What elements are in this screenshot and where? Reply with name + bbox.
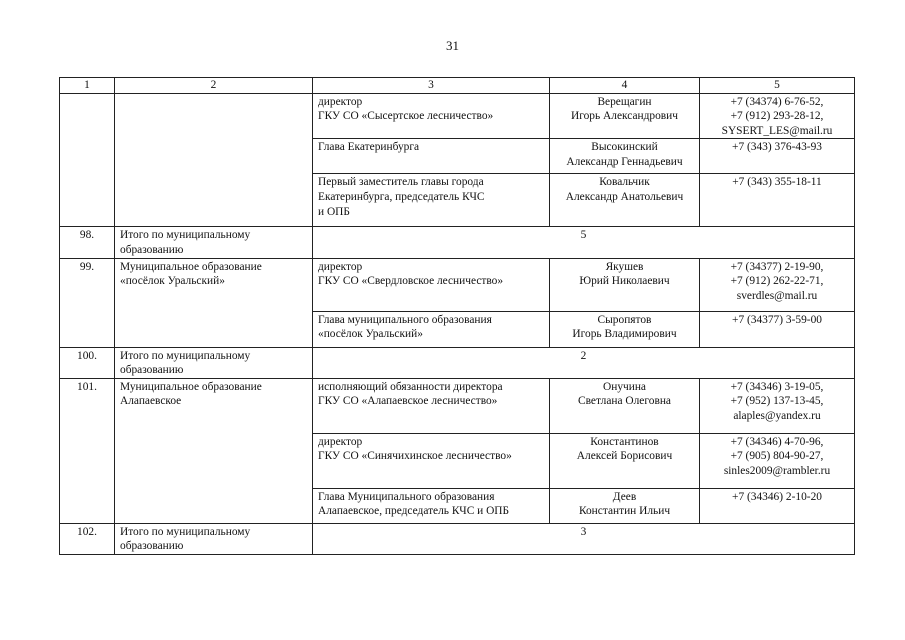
position-cell: исполняющий обязанности директора ГКУ СО «Алапаевское лесничество» — [313, 378, 550, 433]
phone-cell: +7 (343) 355-18-11 — [700, 174, 855, 227]
position-cell: директор ГКУ СО «Синячихинское лесничество» — [313, 433, 550, 488]
municipality-cell: Итого по муниципальному образованию — [115, 227, 313, 258]
table-row — [60, 258, 855, 311]
phone-cell: +7 (34346) 4-70-96, +7 (905) 804-90-27, sinles2009@rambler.ru — [700, 433, 855, 488]
municipality-cell: Итого по муниципальному образованию — [115, 523, 313, 554]
person-name-cell: Ковальчик Александр Анатольевич — [550, 174, 700, 227]
position-cell: Глава Екатеринбурга — [313, 139, 550, 174]
contacts-table — [59, 77, 855, 555]
row-number: 101. — [60, 378, 115, 523]
row-number — [60, 93, 115, 227]
person-name-cell: Якушев Юрий Николаевич — [550, 258, 700, 311]
position-cell: Глава муниципального образования «посёлок Уральский» — [313, 311, 550, 347]
position-cell: Первый заместитель главы города Екатеринбурга, председатель КЧС и ОПБ — [313, 174, 550, 227]
person-name-cell: Сыропятов Игорь Владимирович — [550, 311, 700, 347]
municipality-cell — [115, 93, 313, 227]
total-row — [60, 347, 855, 378]
person-name-cell: Константинов Алексей Борисович — [550, 433, 700, 488]
column-header: 3 — [313, 78, 550, 94]
row-number: 98. — [60, 227, 115, 258]
position-cell: директор ГКУ СО «Свердловское лесничество» — [313, 258, 550, 311]
position-cell: директор ГКУ СО «Сысертское лесничество» — [313, 93, 550, 139]
phone-cell: +7 (34377) 3-59-00 — [700, 311, 855, 347]
column-number-row — [60, 78, 855, 94]
municipality-cell: Итого по муниципальному образованию — [115, 347, 313, 378]
table-row — [60, 93, 855, 139]
total-count-cell: 2 — [313, 347, 855, 378]
person-name-cell: Деев Константин Ильич — [550, 488, 700, 523]
total-count-cell: 3 — [313, 523, 855, 554]
person-name-cell: Онучина Светлана Олеговна — [550, 378, 700, 433]
phone-cell: +7 (34346) 3-19-05, +7 (952) 137-13-45, alaples@yandex.ru — [700, 378, 855, 433]
table-row — [60, 378, 855, 433]
municipality-cell: Муниципальное образование Алапаевское — [115, 378, 313, 523]
column-header: 5 — [700, 78, 855, 94]
total-row — [60, 227, 855, 258]
row-number: 102. — [60, 523, 115, 554]
phone-cell: +7 (34374) 6-76-52, +7 (912) 293-28-12, SYSERT_LES@mail.ru — [700, 93, 855, 139]
row-number: 100. — [60, 347, 115, 378]
total-row — [60, 523, 855, 554]
phone-cell: +7 (34377) 2-19-90, +7 (912) 262-22-71, sverdles@mail.ru — [700, 258, 855, 311]
municipality-cell: Муниципальное образование «посёлок Уральский» — [115, 258, 313, 347]
total-count-cell: 5 — [313, 227, 855, 258]
phone-cell: +7 (34346) 2-10-20 — [700, 488, 855, 523]
row-number: 99. — [60, 258, 115, 347]
column-header: 1 — [60, 78, 115, 94]
column-header: 2 — [115, 78, 313, 94]
person-name-cell: Верещагин Игорь Александрович — [550, 93, 700, 139]
phone-cell: +7 (343) 376-43-93 — [700, 139, 855, 174]
position-cell: Глава Муниципального образования Алапаевское, председатель КЧС и ОПБ — [313, 488, 550, 523]
person-name-cell: Высокинский Александр Геннадьевич — [550, 139, 700, 174]
column-header: 4 — [550, 78, 700, 94]
page-number: 31 — [446, 38, 459, 53]
